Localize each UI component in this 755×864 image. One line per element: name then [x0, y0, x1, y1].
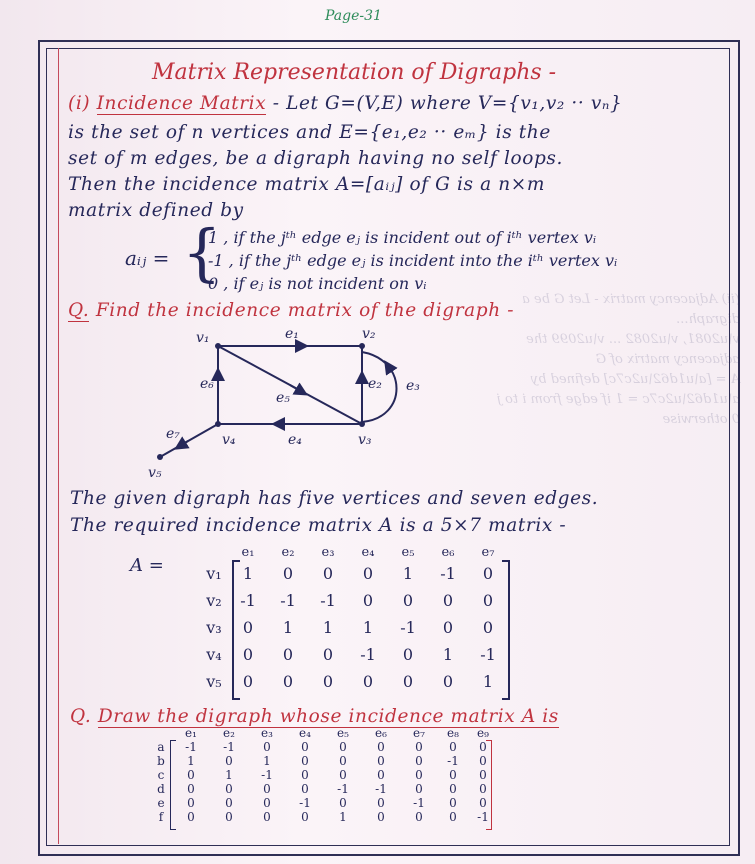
question-2	[70, 706, 559, 727]
aij-symbol: aᵢⱼ =	[125, 246, 170, 270]
matrix-cell: 0	[187, 810, 195, 824]
matrix-row	[150, 796, 498, 810]
row-label: b	[157, 754, 165, 768]
matrix-cell: 0	[442, 618, 454, 637]
matrix-cell: 0	[322, 564, 334, 583]
matrix-cell: 1	[242, 564, 254, 583]
vertex-label-v3: v₃	[358, 432, 372, 448]
matrix-cell: 0	[187, 796, 195, 810]
incidence-matrix-a	[200, 545, 508, 695]
matrix-a-label: A =	[130, 555, 164, 576]
matrix-cell: 1	[282, 618, 294, 637]
matrix-q2-left-bracket	[170, 740, 176, 830]
vertex-label-v4: v₄	[222, 432, 236, 448]
matrix-row	[200, 560, 508, 587]
question-2-text: Draw the digraph whose incidence matrix A is	[97, 706, 559, 727]
matrix-cell: 0	[415, 754, 423, 768]
matrix-cell: 0	[362, 672, 374, 691]
incidence-matrix-q2	[150, 726, 498, 824]
matrix-cell: 0	[282, 564, 294, 583]
matrix-cell: 1	[187, 754, 195, 768]
definition-line-3: set of m edges, be a digraph having no self loops.	[68, 148, 563, 169]
col-header: e₁	[241, 545, 255, 560]
edge-label-e4: e₄	[288, 432, 302, 448]
matrix-cell: 1	[339, 810, 347, 824]
matrix-cell: 0	[479, 782, 487, 796]
matrix-cell: -1	[185, 740, 197, 754]
definition-line-1: - Let G=(V,E) where V={v₁,v₂ ·· vₙ}	[272, 93, 623, 114]
matrix-row	[200, 587, 508, 614]
edge-label-e3: e₃	[406, 378, 420, 394]
matrix-cell: 0	[449, 768, 457, 782]
page-number: Page-31	[325, 8, 382, 24]
matrix-cell: 0	[242, 618, 254, 637]
row-label: e	[157, 796, 165, 810]
matrix-a-right-bracket	[502, 560, 510, 700]
matrix-cell: 0	[301, 768, 309, 782]
matrix-cell: 1	[225, 768, 233, 782]
matrix-cell: 0	[187, 768, 195, 782]
matrix-cell: 0	[263, 796, 271, 810]
matrix-cell: -1	[240, 591, 256, 610]
matrix-row	[150, 768, 498, 782]
vertex-v4	[215, 421, 221, 427]
answer-line-1: The given digraph has five vertices and seven edges.	[70, 488, 599, 509]
matrix-cell: 0	[479, 796, 487, 810]
definition-line-2: is the set of n vertices and E={e₁,e₂ ·· eₘ} is the	[68, 122, 551, 143]
matrix-cell: 0	[482, 591, 494, 610]
matrix-cell: 0	[377, 796, 385, 810]
matrix-cell: 0	[362, 564, 374, 583]
case-1: 1 , if the jᵗʰ edge eⱼ is incident out of iᵗʰ vertex vᵢ	[208, 228, 597, 247]
col-header: e₉	[477, 726, 489, 740]
vertex-v2	[359, 343, 365, 349]
matrix-row	[200, 614, 508, 641]
row-label: c	[157, 768, 165, 782]
vertex-v1	[215, 343, 221, 349]
matrix-cell: 0	[482, 564, 494, 583]
matrix-cell: 0	[377, 754, 385, 768]
matrix-cell: 0	[225, 754, 233, 768]
matrix-cell: 1	[442, 645, 454, 664]
edge-label-e5: e₅	[276, 390, 290, 406]
matrix-row	[150, 782, 498, 796]
matrix-cell: -1	[477, 810, 489, 824]
bleed-through-text: (ii) Adjacency matrix - Let G be a digraph... v\u2081, v\u2082 ... v\u2099 the adjacency matrix of G A = [a\u1d62\u2c7c] defined by a\u1d62\u2c7c = 1 if edge from i to j 0 otherwise	[496, 292, 740, 427]
row-label: a	[157, 740, 165, 754]
col-header: e₅	[337, 726, 349, 740]
vertex-v3	[359, 421, 365, 427]
matrix-cell: -1	[375, 782, 387, 796]
matrix-cell: 0	[479, 754, 487, 768]
matrix-row	[150, 754, 498, 768]
matrix-cell: 1	[402, 564, 414, 583]
matrix-cell: -1	[400, 618, 416, 637]
matrix-cell: -1	[413, 796, 425, 810]
matrix-cell: 0	[263, 782, 271, 796]
matrix-cell: 0	[415, 768, 423, 782]
question-2-prefix: Q.	[70, 706, 92, 727]
matrix-cell: 0	[301, 782, 309, 796]
edge-label-e6: e₆	[200, 376, 214, 392]
matrix-cell: 0	[479, 768, 487, 782]
matrix-row	[200, 641, 508, 668]
definition-line-4: Then the incidence matrix A=[aᵢⱼ] of G is a n×m	[68, 174, 545, 195]
vertex-label-v1: v₁	[196, 330, 210, 346]
matrix-cell: 0	[402, 591, 414, 610]
matrix-cell: 0	[482, 618, 494, 637]
matrix-cell: 0	[415, 782, 423, 796]
matrix-row	[150, 740, 498, 754]
matrix-cell: 0	[301, 754, 309, 768]
matrix-cell: 0	[225, 810, 233, 824]
col-header: e₆	[441, 545, 455, 560]
matrix-cell: 1	[322, 618, 334, 637]
row-label: v₁	[206, 564, 222, 583]
matrix-cell: 0	[402, 645, 414, 664]
matrix-cell: 0	[479, 740, 487, 754]
matrix-cell: -1	[261, 768, 273, 782]
matrix-cell: 0	[187, 782, 195, 796]
row-label: v₅	[206, 672, 222, 691]
section-heading-row	[68, 93, 622, 114]
matrix-cell: 0	[339, 768, 347, 782]
matrix-cell: -1	[223, 740, 235, 754]
matrix-cell: 0	[301, 740, 309, 754]
matrix-row	[200, 668, 508, 695]
margin-line	[58, 48, 59, 844]
matrix-cell: 0	[442, 591, 454, 610]
section-heading: Incidence Matrix	[96, 93, 267, 114]
case-2: -1 , if the jᵗʰ edge eⱼ is incident into the iᵗʰ vertex vᵢ	[208, 251, 618, 270]
matrix-cell: 0	[339, 754, 347, 768]
col-header: e₂	[223, 726, 235, 740]
col-header: e₆	[375, 726, 387, 740]
col-header: e₃	[321, 545, 335, 560]
matrix-cell: -1	[320, 591, 336, 610]
matrix-q2-right-bracket	[486, 740, 492, 830]
matrix-cell: -1	[360, 645, 376, 664]
vertex-label-v2: v₂	[362, 326, 376, 342]
edge-label-e1: e₁	[285, 326, 299, 342]
case-brace: {	[182, 216, 222, 289]
col-header: e₄	[361, 545, 375, 560]
definition-line-5: matrix defined by	[68, 200, 244, 221]
matrix-cell: 0	[301, 810, 309, 824]
matrix-cell: 0	[449, 740, 457, 754]
matrix-cell: 0	[263, 810, 271, 824]
row-label: d	[157, 782, 165, 796]
matrix-cell: 0	[282, 672, 294, 691]
question-1-prefix: Q.	[68, 300, 90, 321]
matrix-cell: 1	[482, 672, 494, 691]
matrix-cell: 1	[362, 618, 374, 637]
col-header: e₇	[481, 545, 495, 560]
matrix-cell: 0	[339, 796, 347, 810]
row-label: v₃	[206, 618, 222, 637]
matrix-cell: 0	[449, 796, 457, 810]
vertex-v5	[157, 454, 163, 460]
col-header: e₅	[401, 545, 415, 560]
col-header: e₁	[185, 726, 197, 740]
matrix-cell: 0	[362, 591, 374, 610]
matrix-cell: 0	[377, 740, 385, 754]
case-3: 0 , if eⱼ is not incident on vᵢ	[208, 274, 427, 293]
row-label: f	[158, 810, 164, 824]
matrix-cell: 0	[377, 768, 385, 782]
matrix-cell: 0	[242, 672, 254, 691]
digraph-figure	[140, 322, 440, 482]
edge-label-e2: e₂	[368, 376, 382, 392]
col-header: e₃	[261, 726, 273, 740]
col-header: e₈	[447, 726, 459, 740]
row-label: v₂	[206, 591, 222, 610]
matrix-cell: 0	[402, 672, 414, 691]
matrix-cell: 0	[225, 782, 233, 796]
matrix-cell: -1	[440, 564, 456, 583]
matrix-cell: -1	[480, 645, 496, 664]
matrix-cell: 0	[449, 810, 457, 824]
row-label: v₄	[206, 645, 222, 664]
vertex-label-v5: v₅	[148, 465, 162, 481]
matrix-cell: -1	[299, 796, 311, 810]
col-header: e₄	[299, 726, 311, 740]
col-header: e₂	[281, 545, 295, 560]
matrix-cell: 0	[263, 740, 271, 754]
matrix-cell: 0	[225, 796, 233, 810]
col-header: e₇	[413, 726, 425, 740]
page-title: Matrix Representation of Digraphs -	[152, 60, 557, 85]
question-1-text: Find the incidence matrix of the digraph -	[95, 300, 515, 321]
answer-line-2: The required incidence matrix A is a 5×7 matrix -	[70, 515, 567, 536]
matrix-cell: 0	[322, 645, 334, 664]
matrix-cell: 0	[415, 740, 423, 754]
matrix-cell: 1	[263, 754, 271, 768]
matrix-cell: 0	[282, 645, 294, 664]
edge-label-e7: e₇	[166, 426, 180, 442]
matrix-cell: 0	[242, 645, 254, 664]
section-number: (i)	[68, 93, 91, 114]
matrix-cell: 0	[442, 672, 454, 691]
matrix-cell: 0	[449, 782, 457, 796]
matrix-cell: 0	[339, 740, 347, 754]
matrix-cell: -1	[337, 782, 349, 796]
matrix-cell: 0	[322, 672, 334, 691]
matrix-row	[150, 810, 498, 824]
matrix-cell: 0	[377, 810, 385, 824]
matrix-cell: 0	[415, 810, 423, 824]
matrix-a-left-bracket	[232, 560, 240, 700]
question-1	[68, 300, 514, 321]
matrix-cell: -1	[280, 591, 296, 610]
matrix-cell: -1	[447, 754, 459, 768]
